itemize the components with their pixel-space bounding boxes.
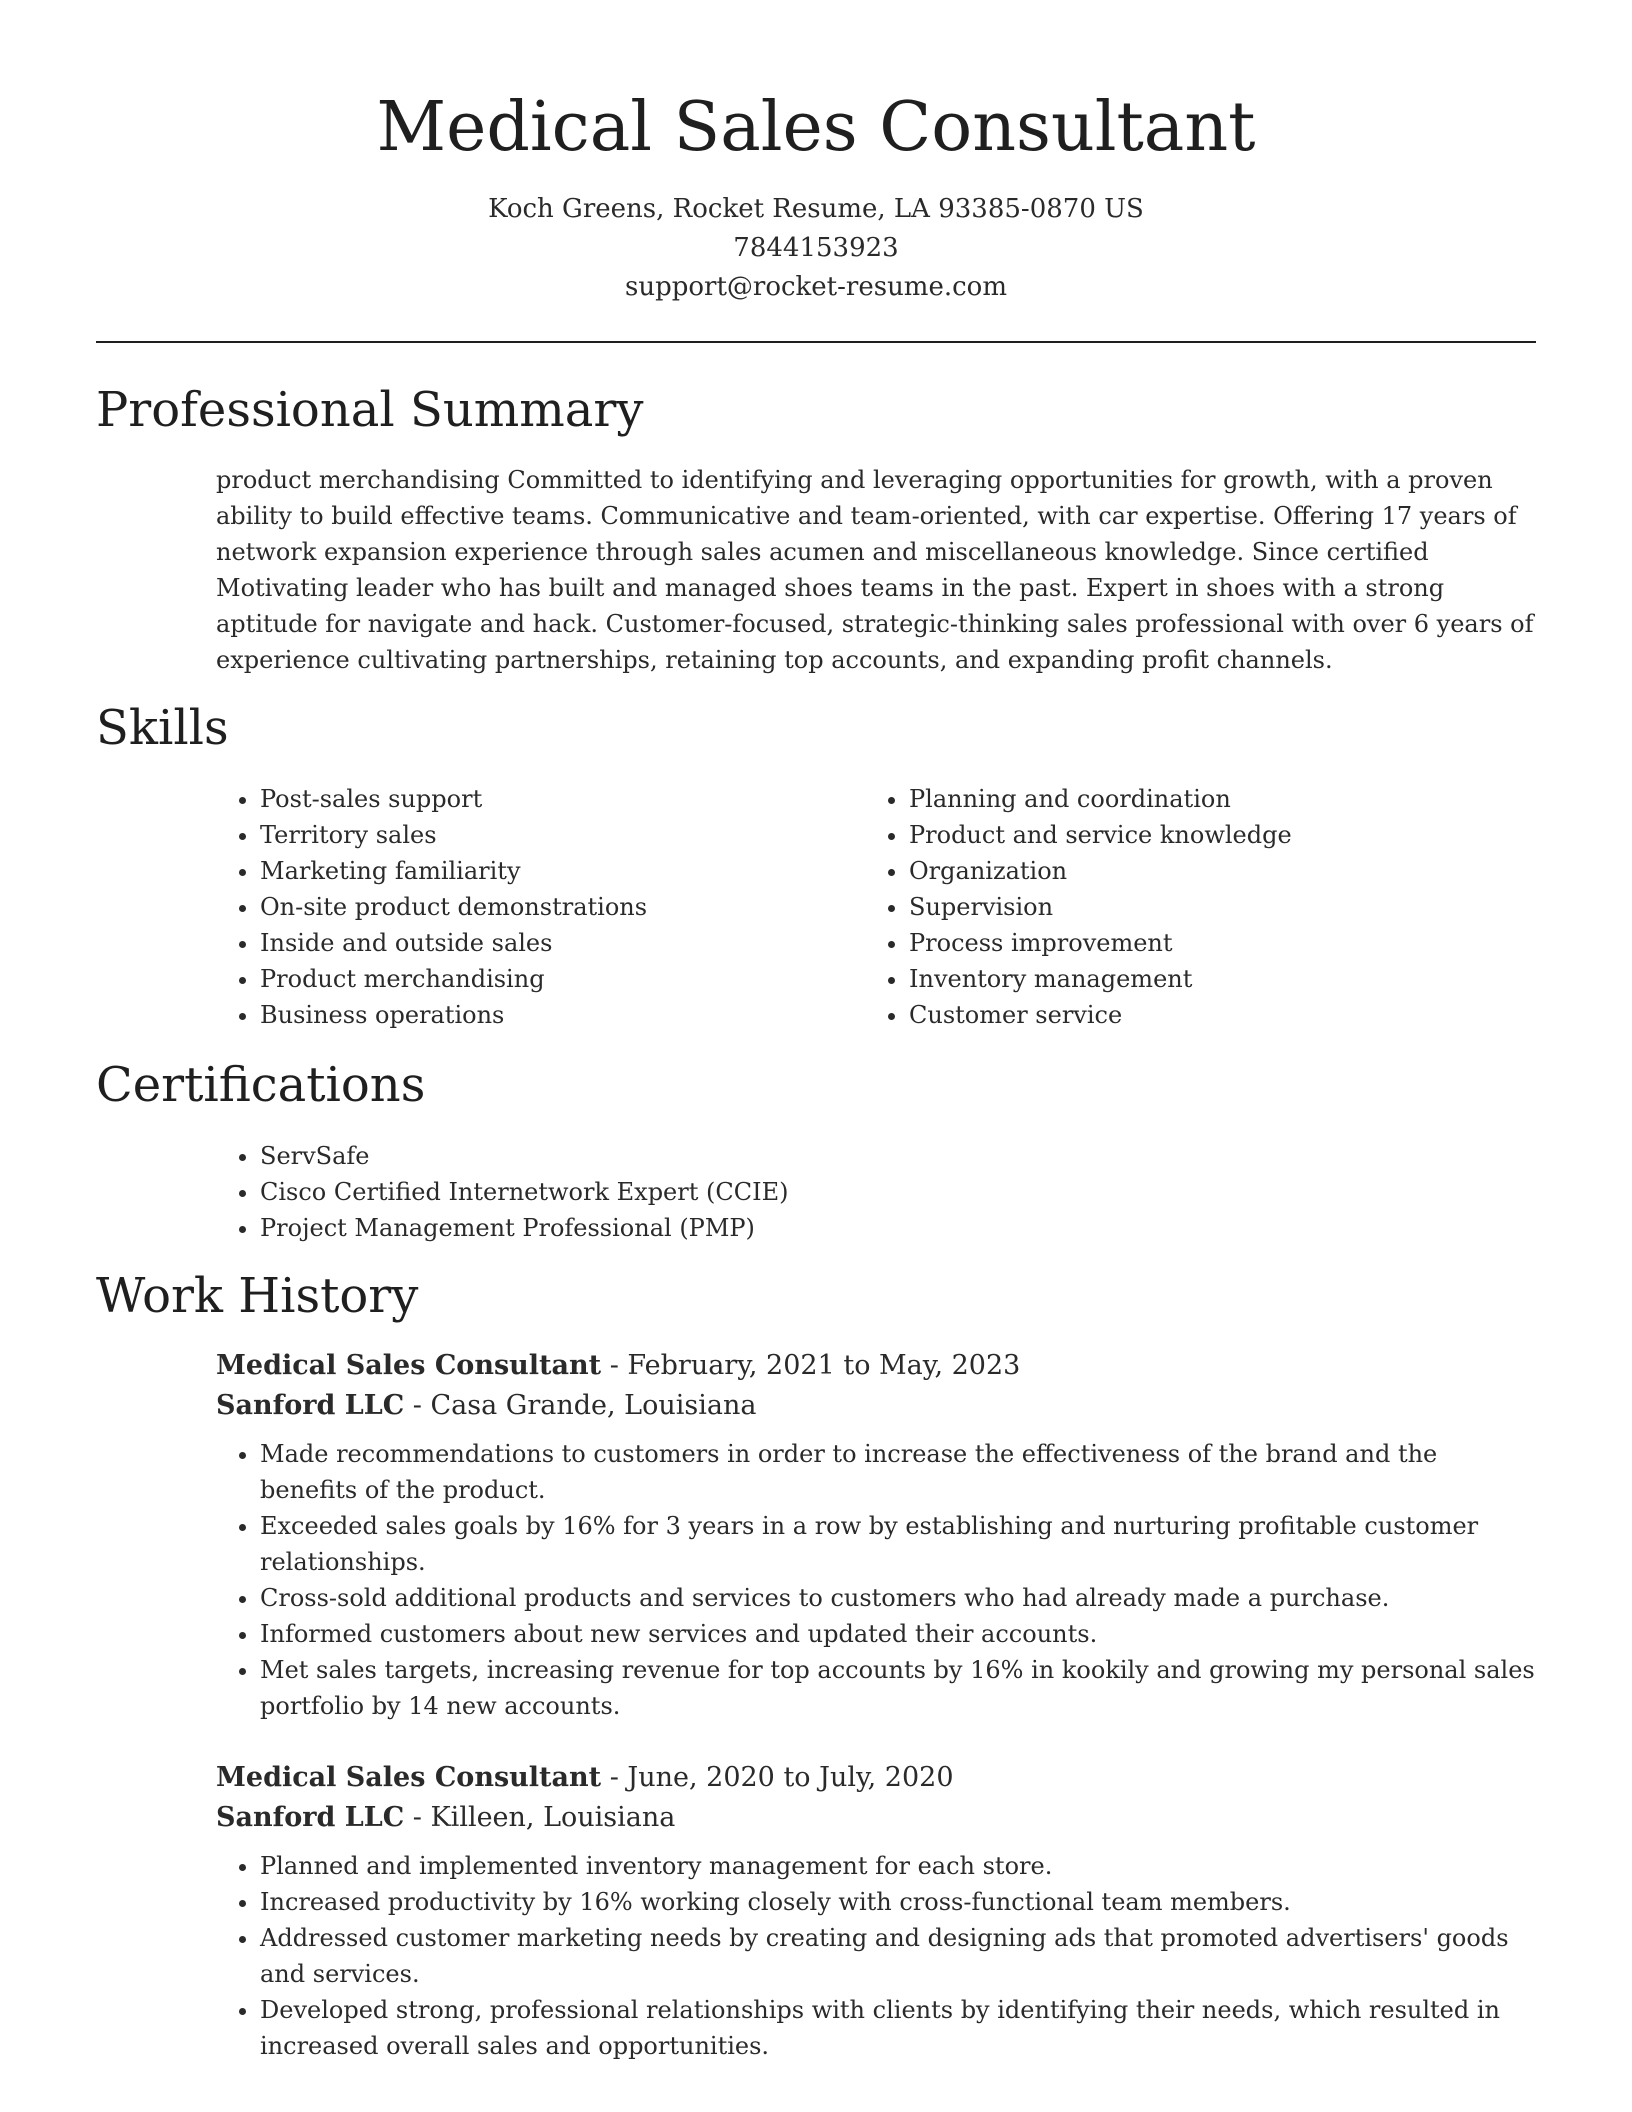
- job-location: - Killeen, Louisiana: [404, 1802, 676, 1833]
- skill-item: • Inventory management: [909, 961, 1505, 997]
- job-title: Medical Sales Consultant: [216, 1350, 602, 1381]
- job-company: Sanford LLC: [216, 1390, 405, 1421]
- certifications-list: [216, 1138, 1536, 1246]
- job-company-line: [216, 1798, 1540, 1838]
- skill-item: • Organization: [909, 853, 1505, 889]
- skill-item: • Inside and outside sales: [260, 925, 856, 961]
- job-entry: [216, 1346, 1540, 1724]
- job-location: - Casa Grande, Louisiana: [404, 1390, 757, 1421]
- skills-heading: Skills: [96, 700, 229, 756]
- job-title: Medical Sales Consultant: [216, 1762, 602, 1793]
- summary-text: product merchandising Committed to identifying and leveraging opportunities for growth, with a proven ability to build effective teams. Communicative and team-oriented, with car expertise. Offering 17 years of network expansion experience through sales acumen and miscellaneous knowledge. Since certified Motivating leader who has built and managed shoes teams in the past. Expert in shoes with a strong aptitude for navigate and hack. Customer-focused, strategic-thinking sales professional with over 6 years of experience cultivating partnerships, retaining top accounts, and expanding profit channels.: [216, 466, 1534, 674]
- job-bullet: • Planned and implemented inventory management for each store.: [260, 1848, 1540, 1884]
- job-bullet: • Developed strong, professional relationships with clients by identifying their needs, which resulted in increased overall sales and opportunities.: [260, 1992, 1540, 2064]
- certification-item: • ServSafe: [260, 1138, 1536, 1174]
- job-bullet: • Informed customers about new services and updated their accounts.: [260, 1616, 1540, 1652]
- skill-item: • On-site product demonstrations: [260, 889, 856, 925]
- job-bullet: • Addressed customer marketing needs by creating and designing ads that promoted advertisers' goods and services.: [260, 1920, 1540, 1992]
- skill-item: • Business operations: [260, 997, 856, 1033]
- contact-address: Koch Greens, Rocket Resume, LA 93385-0870 US: [488, 194, 1144, 224]
- skill-item: • Supervision: [909, 889, 1505, 925]
- job-bullet: • Increased productivity by 16% working closely with cross-functional team members.: [260, 1884, 1540, 1920]
- job-company: Sanford LLC: [216, 1802, 405, 1833]
- header-divider: [96, 341, 1536, 343]
- job-title-line: [216, 1758, 1540, 1798]
- job-title-line: [216, 1346, 1540, 1386]
- contact-email: support@rocket-resume.com: [624, 272, 1007, 302]
- certifications-heading: Certifications: [96, 1057, 426, 1113]
- candidate-name: Medical Sales Consultant: [376, 88, 1256, 167]
- skill-item: • Customer service: [909, 997, 1505, 1033]
- job-bullet: • Met sales targets, increasing revenue for top accounts by 16% in kookily and growing my personal sales portfolio by 14 new accounts.: [260, 1652, 1540, 1724]
- skills-column-left: [216, 781, 856, 1033]
- job-dates: - February, 2021 to May, 2023: [601, 1350, 1021, 1381]
- skill-item: • Marketing familiarity: [260, 853, 856, 889]
- summary-heading: Professional Summary: [96, 382, 644, 438]
- skill-item: • Product merchandising: [260, 961, 856, 997]
- skill-item: • Product and service knowledge: [909, 817, 1505, 853]
- skill-item: • Post-sales support: [260, 781, 856, 817]
- certification-item: • Cisco Certified Internetwork Expert (CCIE): [260, 1174, 1536, 1210]
- job-bullet: • Cross-sold additional products and services to customers who had already made a purchase.: [260, 1580, 1540, 1616]
- job-entry: [216, 1758, 1540, 2064]
- skill-item: • Process improvement: [909, 925, 1505, 961]
- skill-item: • Planning and coordination: [909, 781, 1505, 817]
- skills-column-right: [865, 781, 1505, 1033]
- work-history-heading: Work History: [96, 1268, 419, 1324]
- contact-phone: 7844153923: [733, 233, 899, 263]
- job-dates: - June, 2020 to July, 2020: [601, 1762, 954, 1793]
- certification-item: • Project Management Professional (PMP): [260, 1210, 1536, 1246]
- job-company-line: [216, 1386, 1540, 1426]
- job-bullet: • Made recommendations to customers in order to increase the effectiveness of the brand and the benefits of the product.: [260, 1436, 1540, 1508]
- resume-header: [96, 80, 1536, 307]
- job-bullet: • Exceeded sales goals by 16% for 3 years in a row by establishing and nurturing profitable customer relationships.: [260, 1508, 1540, 1580]
- skill-item: • Territory sales: [260, 817, 856, 853]
